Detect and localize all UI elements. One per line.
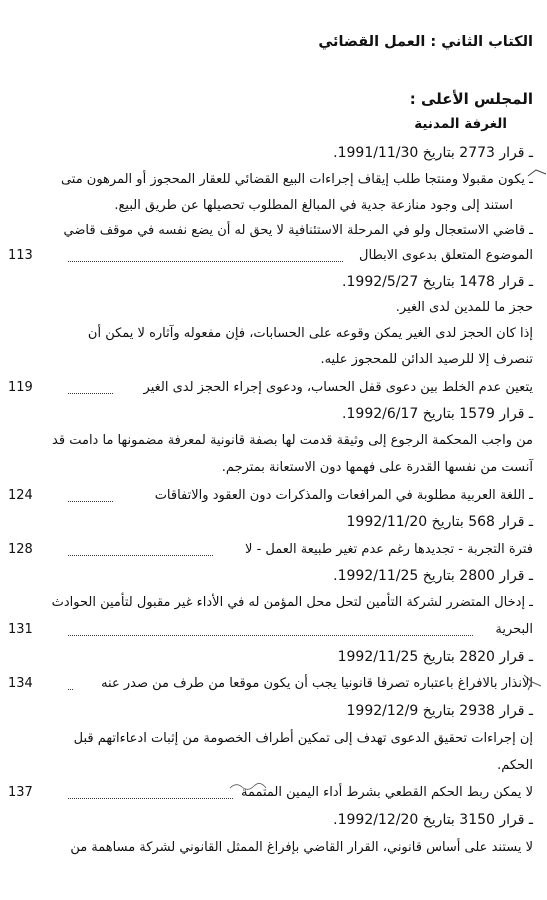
text-line: آنست من نفسها القدرة على فهمها دون الاستعانة بمترجم. [221,460,533,475]
text-line: ـ يكون مقبولا ومنتجا طلب إيقاف إجراءات البيع القضائي للعقار المحجوز أو المرهون متى [60,172,533,187]
text-line: تنصرف إلا للرصيد الدائن للمحجوز عليه. [320,352,533,367]
decision-line: ـ قرار 2800 بتاريخ 1992/11/25. [333,568,533,584]
section-subtitle: الغرفة المدنية [414,116,507,132]
text-line: لا يستند على أساس قانوني، القرار القاضي بإفراغ الممثل القانوني لشركة مساهمة من [70,840,533,855]
page-number: 119 [8,380,33,395]
index-entry [8,542,533,562]
decision-line: ـ قرار 2938 بتاريخ 1992/12/9 [346,703,533,719]
pen-mark-icon [520,672,544,694]
text-line: من واجب المحكمة الرجوع إلى وثيقة قدمت لها بصفة قانونية لمعرفة مضمونها ما دامت قد [52,433,533,448]
text-line: استند إلى وجود منازعة جدية في المبالغ المطلوب تحصيلها عن طريق البيع. [114,198,513,213]
entry-text: الانذار بالافراغ باعتباره تصرفا قانونيا يجب أن يكون موقعا من طرف من صدر عنه [101,676,533,691]
entry-text: يتعين عدم الخلط بين دعوى قفل الحساب، ودعوى إجراء الحجز لدى الغير [143,380,533,395]
dotted-leader [68,798,233,799]
text-line: ـ إدخال المتضرر لشركة التأمين لتحل محل المؤمن له في الأداء غير مقبول لتأمين الحوادث [51,595,533,610]
page-number: 128 [8,542,33,557]
page-header: الكتاب الثاني : العمل القضائي [318,34,533,50]
pen-mark-icon [526,167,547,179]
index-entry [8,488,533,508]
dotted-leader [68,555,213,556]
entry-text: فترة التجربة - تجديدها رغم عدم تغير طبيعة العمل - لا [245,542,533,557]
page-number: 137 [8,785,33,800]
dotted-leader [68,689,73,690]
page-number: 134 [8,676,33,691]
page-number: 131 [8,622,33,637]
entry-text: البحرية [495,622,533,637]
dotted-leader [68,635,473,636]
page-number: 113 [8,248,33,263]
pen-mark-icon [228,780,268,792]
index-entry [8,248,533,268]
decision-line: ـ قرار 1478 بتاريخ 1992/5/27. [342,274,533,290]
text-line: الحكم. [497,758,533,773]
dotted-leader [68,393,113,394]
decision-line: ـ قرار 2820 بتاريخ 1992/11/25 [337,649,533,665]
dotted-leader [68,501,113,502]
decision-line: ـ قرار 1579 بتاريخ 1992/6/17. [342,406,533,422]
entry-text: الموضوع المتعلق بدعوى الابطال [359,248,533,263]
index-entry [8,785,533,805]
entry-text: ـ اللغة العربية مطلوبة في المرافعات والمذكرات دون العقود والاتفاقات [154,488,533,503]
index-entry [8,676,533,696]
section-title: المجلس الأعلى : [409,90,533,108]
text-line: حجز ما للمدين لدى الغير. [395,300,533,315]
entry-text: لا يمكن ربط الحكم القطعي بشرط أداء اليمين المتممة [240,785,533,800]
decision-line: ـ قرار 2773 بتاريخ 1991/11/30. [333,145,533,161]
decision-line: ـ قرار 568 بتاريخ 1992/11/20 [346,514,533,530]
page-number: 124 [8,488,33,503]
index-entry [8,380,533,400]
text-line: ـ قاضي الاستعجال ولو في المرحلة الاستئنافية لا يحق له أن يضع نفسه في موقف قاضي [63,223,533,238]
dotted-leader [68,261,343,262]
text-line: إذا كان الحجز لدى الغير يمكن وقوعه على الحسابات، فإن مفعوله وآثاره لا يمكن أن [87,326,533,341]
index-entry [8,622,533,642]
text-line: إن إجراءات تحقيق الدعوى تهدف إلى تمكين أطراف الخصومة من إثبات ادعاءاتهم قبل [73,731,533,746]
decision-line: ـ قرار 3150 بتاريخ 1992/12/20. [333,812,533,828]
